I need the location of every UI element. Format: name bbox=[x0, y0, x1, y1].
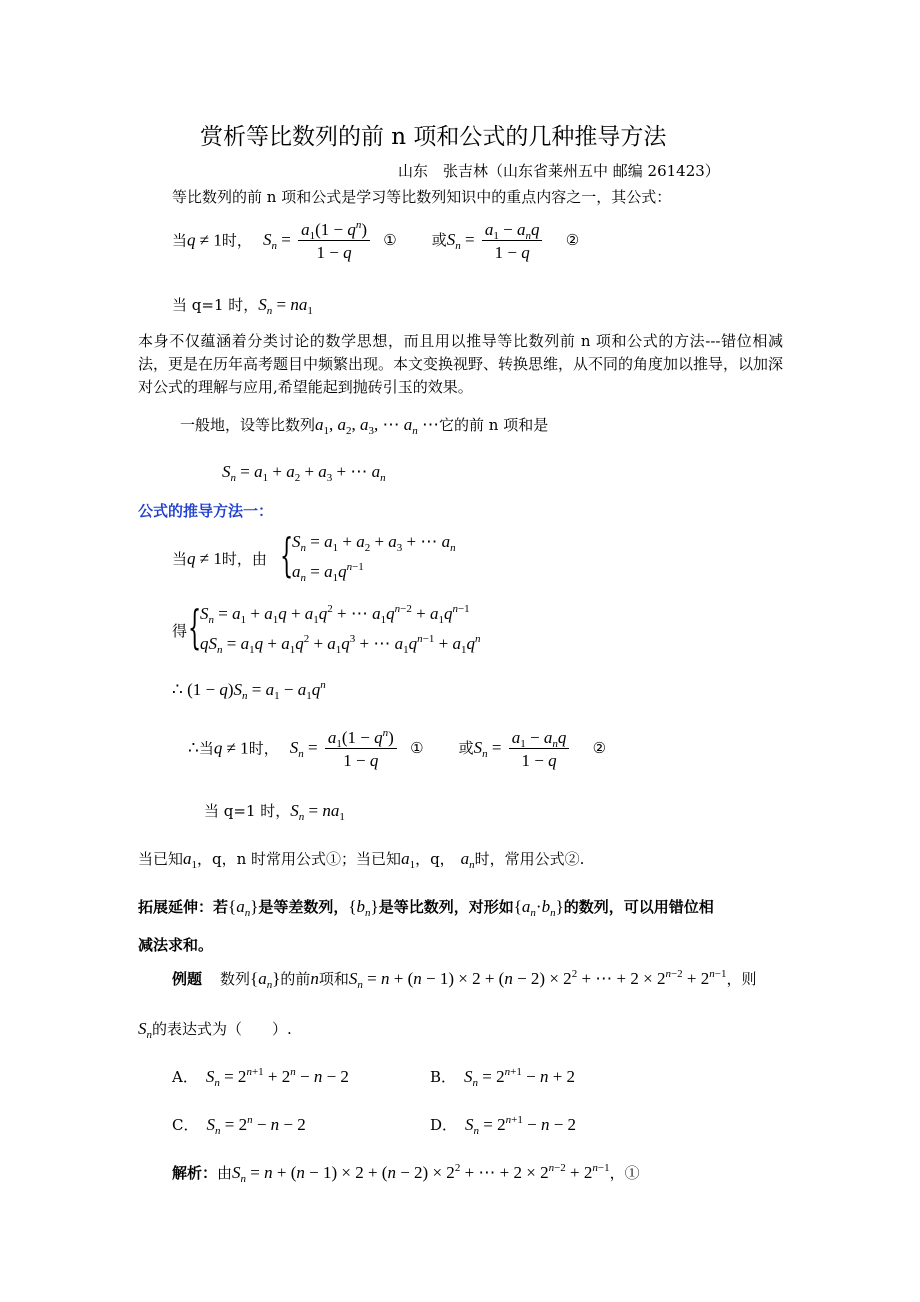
formula-general: 当q ≠ 1时， $S_n$ = $\frac{a_1(1 - q^n)}{1 - q}$ ① 或$S_n$ = $\frac{a_1 - a_nq}{1 - q}$ ② bbox=[172, 219, 580, 262]
option-b: B． $S_n = 2^{n+1} - n + 2$ bbox=[430, 1066, 576, 1089]
sum-definition: $S_n = a_1 + a_2 + a_3$ + ⋯ $a_n$ bbox=[222, 462, 386, 484]
formula-result: ∴当q ≠ 1时， $S_n$ = $\frac{a_1(1 - q^n)}{1 - q}$ ① 或$S_n$ = $\frac{a_1 - a_nq}{1 - q}$ ② bbox=[188, 727, 607, 770]
paragraph-intro: 本身不仅蕴涵着分类讨论的数学思想，而且用以推导等比数列前 n 项和公式的方法---错位相减法，更是在历年高考题目中频繁出现。本文变换视野、转换思维，从不同的角度加以推导，以加深对公式的理解与应用,希望能起到抛砖引玉的效果。 bbox=[138, 332, 784, 396]
extension-line-1: 拓展延伸：若$\{a_n\}$是等差数列，$\{b_n\}$是等比数列，对形如$\{a_n\cdot b_n\}$的数列，可以用错位相 bbox=[138, 897, 714, 919]
option-d: D． $S_n = 2^{n+1} - n - 2$ bbox=[430, 1114, 577, 1137]
page-title: 赏析等比数列的前 n 项和公式的几种推导方法 bbox=[200, 124, 667, 150]
option-a: A． $S_n = 2^{n+1} + 2^n - n - 2$ bbox=[172, 1066, 349, 1089]
therefore-line: ∴ $(1 - q)S_n = a_1 - a_1q^n$ bbox=[172, 679, 326, 702]
example-line-2: $S_n$的表达式为（ ）. bbox=[138, 1019, 292, 1041]
general-sequence-line: 一般地，设等比数列$a_1$, $a_2$, $a_3$, ⋯ $a_n$ ⋯它的前 n 项和是 bbox=[180, 415, 549, 437]
formula-q-equals-1: 当 q=1 时，$S_n = na_1$ bbox=[172, 295, 313, 317]
method1-heading: 公式的推导方法一： bbox=[138, 502, 274, 520]
usage-note: 当已知$a_1$，q，n 时常用公式①；当已知$a_1$，q， $a_n$时，常用公式②. bbox=[138, 849, 585, 871]
solution-line: 解析：由$S_n = n + (n - 1) \times 2 + (n - 2) \times 2^2$ + ⋯ + $2 \times 2^{n-2} + 2^{n-1}$，① bbox=[172, 1162, 640, 1185]
example-line-1: 例题 数列$\{a_n\}$的前n项和$S_n = n + (n - 1) \times 2 + (n - 2) \times 2^2$ + ⋯ + $2 \times 2^{n-2} + 2^{n-1}$，则 bbox=[172, 968, 757, 991]
extension-line-2: 减法求和。 bbox=[138, 936, 214, 954]
author-line: 山东 张吉林（山东省莱州五中 邮编 261423） bbox=[398, 162, 720, 180]
intro-text: 等比数列的前 n 项和公式是学习等比数列知识中的重点内容之一，其公式： bbox=[172, 188, 672, 206]
formula-q-equals-1-result: 当 q=1 时，$S_n = na_1$ bbox=[204, 801, 345, 823]
option-c: C． $S_n = 2^n - n - 2$ bbox=[172, 1114, 306, 1137]
